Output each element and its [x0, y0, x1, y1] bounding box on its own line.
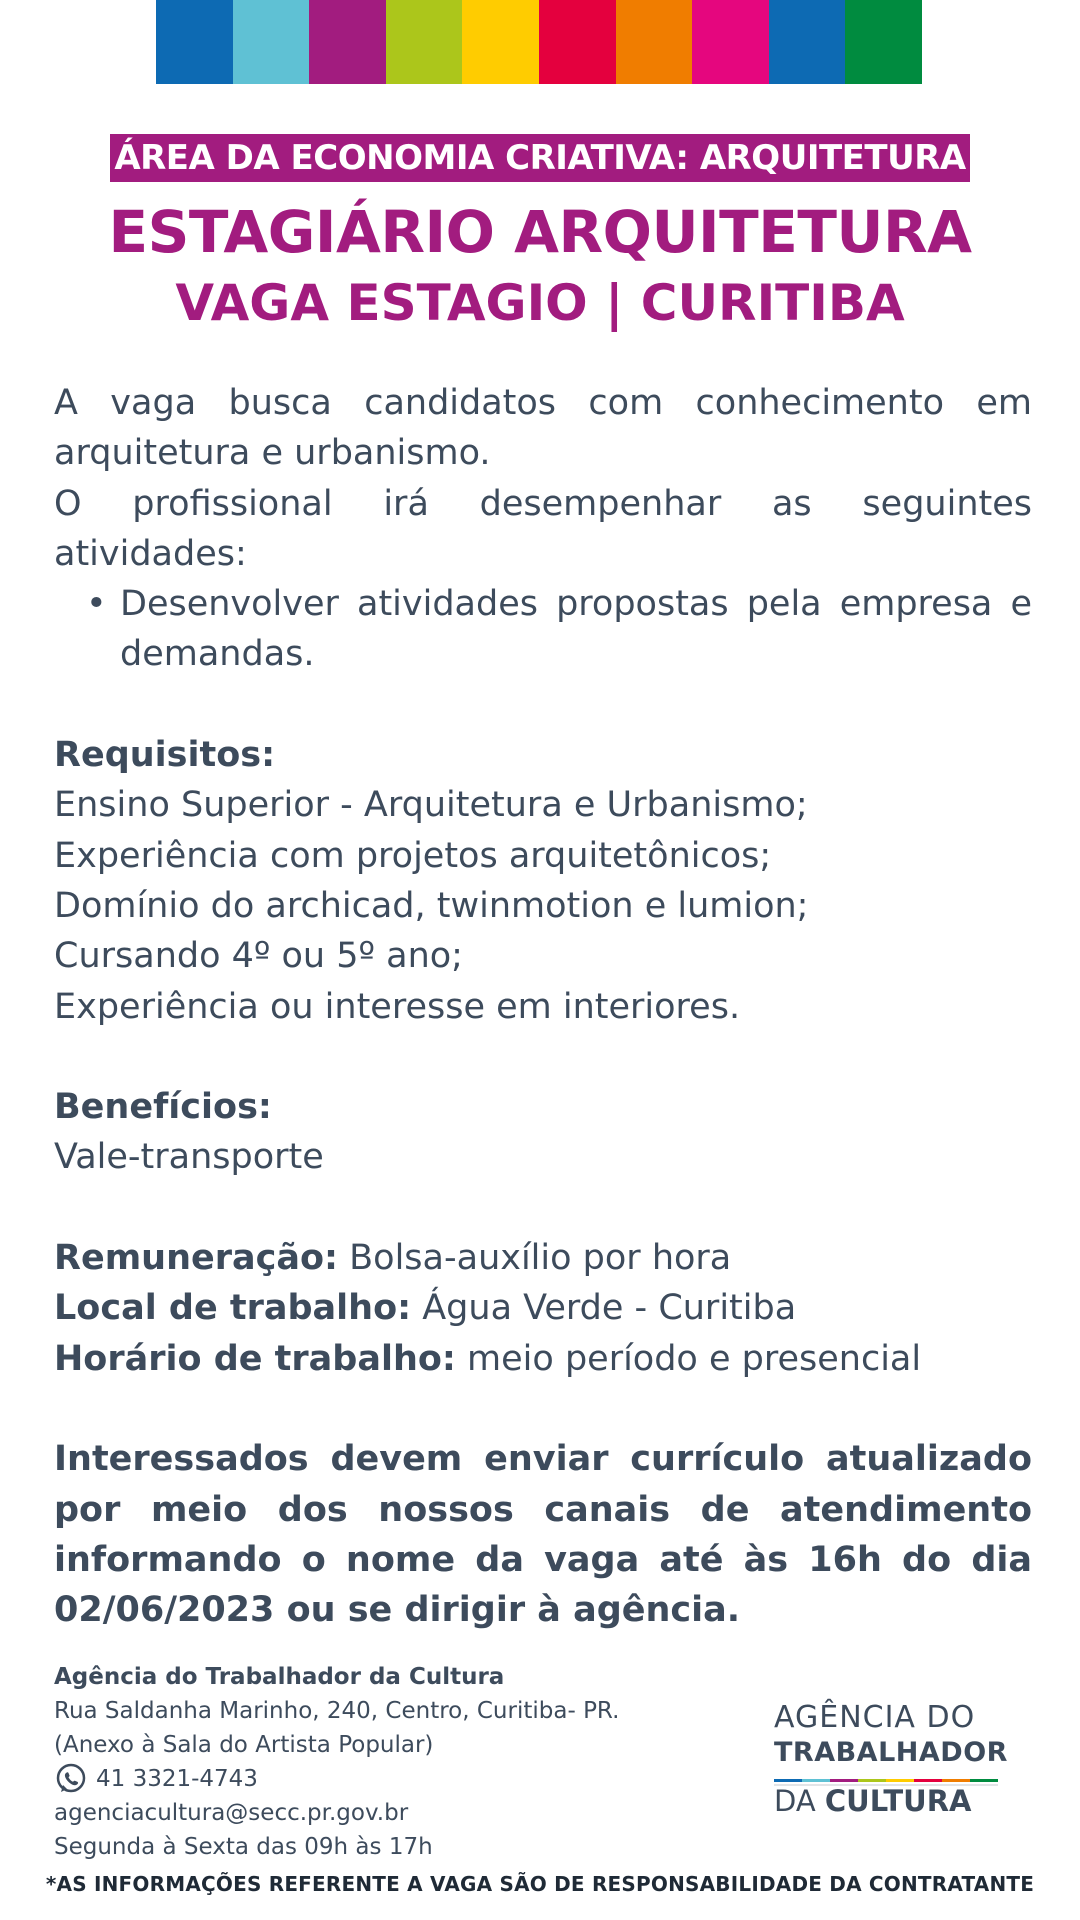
activity-bullet	[54, 579, 1032, 680]
requirement-item: Experiência com projetos arquitetônicos;	[54, 835, 772, 876]
color-stripe-bar	[156, 0, 922, 84]
requirement-item: Ensino Superior - Arquitetura e Urbanismo;	[54, 785, 808, 826]
stripe-green	[845, 0, 922, 84]
stripe-orange	[616, 0, 693, 84]
logo-line-2: TRABALHADOR	[774, 1737, 1008, 1768]
agency-contact	[54, 1660, 714, 1864]
requirements-heading: Requisitos:	[54, 735, 276, 776]
stripe-light-blue	[233, 0, 310, 84]
job-description	[54, 378, 1032, 1635]
requirement-item: Domínio do archicad, twinmotion e lumion;	[54, 885, 809, 926]
stripe-pink	[692, 0, 769, 84]
benefits-heading: Benefícios:	[54, 1087, 272, 1128]
phone-number: 41 3321-4743	[96, 1766, 258, 1792]
requirement-item: Experiência ou interesse em interiores.	[54, 986, 741, 1027]
agency-hours: Segunda à Sexta das 09h às 17h	[54, 1834, 433, 1860]
pay-value: Bolsa-auxílio por hora	[338, 1238, 732, 1279]
requirement-item: Cursando 4º ou 5º ano;	[54, 936, 463, 977]
area-tag	[0, 134, 1080, 182]
logo-line-3: DA CULTURA	[774, 1784, 972, 1818]
activity-bullet-text: Desenvolver atividades propostas pela empresa e demandas.	[120, 584, 1032, 675]
stripe-purple	[309, 0, 386, 84]
description-line-1: A vaga busca candidatos com conhecimento em arquitetura e urbanismo.	[54, 383, 1032, 474]
stripe-yellow	[462, 0, 539, 84]
disclaimer: *AS INFORMAÇÕES REFERENTE A VAGA SÃO DE RESPONSABILIDADE DA CONTRATANTE	[45, 1872, 1035, 1896]
agency-annex: (Anexo à Sala do Artista Popular)	[54, 1732, 434, 1758]
stripe-blue	[156, 0, 233, 84]
stripe-green-yellow	[386, 0, 463, 84]
logo-color-lines	[774, 1772, 998, 1780]
stripe-blue-2	[769, 0, 846, 84]
pay-label: Remuneração:	[54, 1238, 339, 1279]
bullet-dot: •	[86, 584, 107, 625]
stripe-red	[539, 0, 616, 84]
logo-line-1: AGÊNCIA DO	[774, 1700, 976, 1735]
job-title: ESTAGIÁRIO ARQUITETURA	[108, 198, 972, 266]
agency-email: agenciacultura@secc.pr.gov.br	[54, 1800, 409, 1826]
area-tag-label: ÁREA DA ECONOMIA CRIATIVA: ARQUITETURA	[110, 134, 969, 182]
agency-phone	[54, 1762, 714, 1796]
schedule-value: meio período e presencial	[455, 1338, 922, 1379]
location-label: Local de trabalho:	[54, 1288, 412, 1329]
schedule-label: Horário de trabalho:	[54, 1338, 456, 1379]
whatsapp-icon	[54, 1762, 88, 1796]
schedule-line	[54, 1334, 1032, 1384]
description-line-2: O profissional irá desempenhar as seguintes atividades:	[54, 483, 1032, 574]
agency-address: Rua Saldanha Marinho, 240, Centro, Curitiba- PR.	[54, 1698, 620, 1724]
job-subtitle: VAGA ESTAGIO | CURITIBA	[175, 274, 905, 332]
location-line	[54, 1283, 1032, 1333]
agency-name: Agência do Trabalhador da Cultura	[54, 1664, 505, 1690]
benefit-item: Vale-transporte	[54, 1137, 324, 1178]
pay-line	[54, 1233, 1032, 1283]
call-to-action: Interessados devem enviar currículo atualizado por meio dos nossos canais de atendimento informando o nome da vaga até às 16h do dia 02/06/2023 ou se dirigir à agência.	[54, 1439, 1032, 1631]
location-value: Água Verde - Curitiba	[411, 1288, 797, 1329]
agency-logo	[774, 1700, 1008, 1818]
